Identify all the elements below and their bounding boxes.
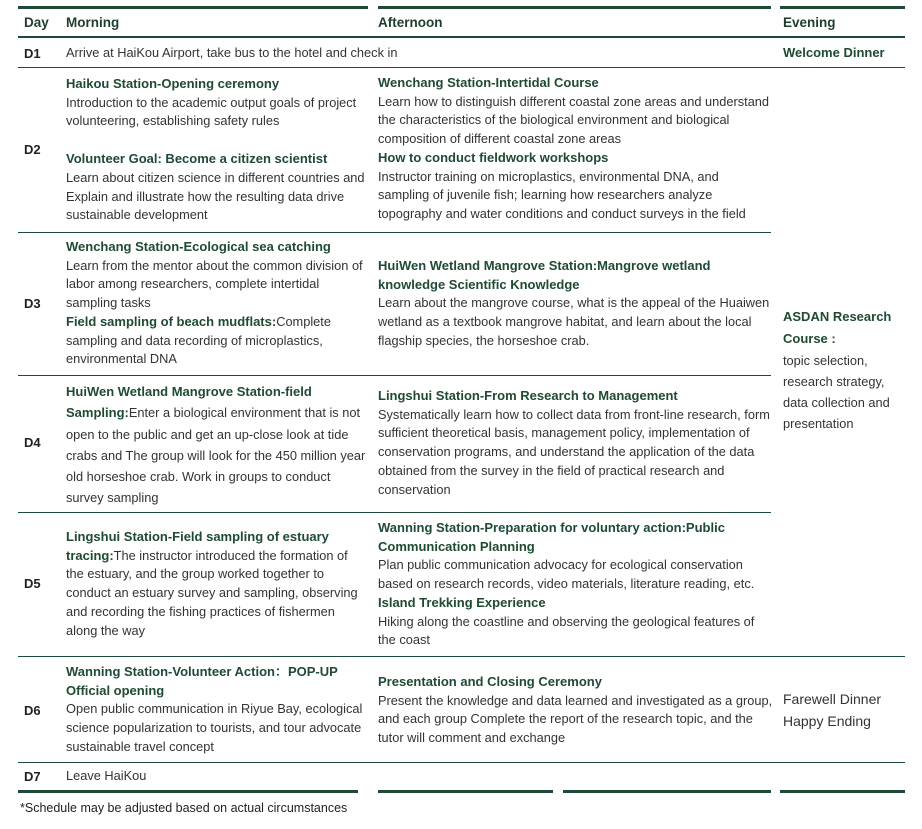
d5-morning xyxy=(66,528,362,640)
row-divider-d3 xyxy=(18,375,771,376)
d2-morning-title-1: Haikou Station-Opening ceremony xyxy=(66,76,280,91)
d2-morning-title-2: Volunteer Goal: Become a citizen scientist xyxy=(66,151,328,167)
d2-afternoon-text-1: Learn how to distinguish different coastal zone areas and understand the characteristics of the biological environment and biological composition of different coastal zone areas xyxy=(378,93,770,147)
row-divider-d2 xyxy=(18,232,771,233)
d6-evening-line-2: Happy Ending xyxy=(783,713,871,729)
d3-morning-title-1: Wenchang Station-Ecological sea catching xyxy=(66,239,331,254)
d2-morning xyxy=(66,75,366,225)
header-top-rule xyxy=(18,6,368,9)
d5-morning-title: Lingshui Station-Field sampling of estuary tracing: xyxy=(66,529,329,563)
d4-morning-title: HuiWen Wetland Mangrove Station-field Sampling: xyxy=(66,384,312,421)
table-bottom-rule-1 xyxy=(18,790,358,793)
d5-morning-text: The instructor introduced the formation of the estuary, and the group worked together to conduct an estuary survey and sampling, observing and recording the fishing practices of fishermen along the way xyxy=(66,547,358,638)
asdan-course-text: topic selection, research strategy, data collection and presentation xyxy=(783,353,890,431)
footnote: *Schedule may be adjusted based on actual circumstances xyxy=(20,801,348,815)
row-divider-d5 xyxy=(18,656,905,657)
d1-evening: Welcome Dinner xyxy=(783,45,885,60)
header-bottom-rule xyxy=(18,36,905,38)
d3-morning-text-2: Complete sampling and data recording of microplastics, environmental DNA xyxy=(66,313,331,367)
d6-morning xyxy=(66,663,366,757)
d3-afternoon xyxy=(378,257,774,351)
day-label-d2: D2 xyxy=(24,142,41,157)
d3-morning xyxy=(66,238,370,369)
day-label-d1: D1 xyxy=(24,46,41,61)
d6-afternoon xyxy=(378,673,774,748)
d5-afternoon xyxy=(378,519,770,650)
day-label-d4: D4 xyxy=(24,435,41,450)
header-top-rule-afternoon xyxy=(378,6,771,9)
day-label-d7: D7 xyxy=(24,769,41,784)
d7-morning: Leave HaiKou xyxy=(66,768,147,783)
header-morning: Morning xyxy=(66,15,120,30)
d6-afternoon-text: Present the knowledge and data learned and investigated as a group, and each group Complete the report of the research topic, and the tutor will comment and exchange xyxy=(378,692,773,746)
d6-morning-text: Open public communication in Riyue Bay, ecological science popularization to tourists, and tour advocate sustainable travel concept xyxy=(66,701,363,754)
table-bottom-rule-4 xyxy=(780,790,905,793)
day-label-d5: D5 xyxy=(24,576,41,591)
d6-afternoon-title: Presentation and Closing Ceremony xyxy=(378,674,602,689)
d5-afternoon-text-2: Hiking along the coastline and observing the geological features of the coast xyxy=(378,613,755,648)
d2-afternoon-title-2: How to conduct fieldwork workshops xyxy=(378,149,609,165)
d6-morning-title: Wanning Station-Volunteer Action：POP-UP Official opening xyxy=(66,664,338,698)
d2-afternoon-text-2: Instructor training on microplastics, environmental DNA, and sampling of juvenile fish; learning how researchers analyze topography and water conditions and conduct surveys in the field xyxy=(378,168,746,221)
d4-afternoon xyxy=(378,387,770,499)
d5-afternoon-title-1: Wanning Station-Preparation for voluntary action:Public Communication Planning xyxy=(378,520,725,554)
d4-morning-text: Enter a biological environment that is not open to the public and get an up-close look at tide crabs and The group will look for the 450 million year old horseshoe crab. Work in groups to conduct survey sampling xyxy=(66,405,366,506)
d4-morning xyxy=(66,381,368,509)
table-bottom-rule-2 xyxy=(378,790,553,793)
row-divider-d1 xyxy=(18,67,905,68)
d6-evening xyxy=(783,688,905,732)
d3-morning-text-1: Learn from the mentor about the common division of labor among researchers, complete intertidal sampling tasks xyxy=(66,257,363,311)
asdan-course xyxy=(783,306,905,434)
d3-morning-title-2: Field sampling of beach mudflats: xyxy=(66,313,277,329)
d2-afternoon xyxy=(378,74,770,224)
header-evening: Evening xyxy=(783,15,836,30)
asdan-course-title: ASDAN Research Course : xyxy=(783,309,892,346)
header-afternoon: Afternoon xyxy=(378,15,443,30)
d2-morning-text-2: Learn about citizen science in different countries and Explain and illustrate how the resulting data drive sustainable development xyxy=(66,169,365,223)
d2-morning-text-1: Introduction to the academic output goals of project volunteering, establishing safety rules xyxy=(66,94,357,129)
d5-afternoon-title-2: Island Trekking Experience xyxy=(378,594,546,610)
d6-evening-line-1: Farewell Dinner xyxy=(783,691,882,707)
d4-afternoon-title: Lingshui Station-From Research to Management xyxy=(378,388,678,403)
d1-morning: Arrive at HaiKou Airport, take bus to the hotel and check in xyxy=(66,45,398,60)
row-divider-d6 xyxy=(18,762,905,763)
day-label-d6: D6 xyxy=(24,703,41,718)
d4-afternoon-text: Systematically learn how to collect data from front-line research, form sufficient theoretical basis, management policy, implementation of conservation programs, and understand the application of the data obtained from the survey in the field of practical research and conservation xyxy=(378,406,770,497)
header-top-rule-evening xyxy=(780,6,905,9)
d2-afternoon-title-1: Wenchang Station-Intertidal Course xyxy=(378,75,599,90)
d3-afternoon-text: Learn about the mangrove course, what is the appeal of the Huaiwen wetland as a textbook mangrove habitat, and learn about the local flagship species, the horseshoe crab. xyxy=(378,295,770,348)
table-bottom-rule-3 xyxy=(563,790,771,793)
d5-afternoon-text-1: Plan public communication advocacy for ecological conservation based on research records, video materials, literature reading, etc. xyxy=(378,557,755,592)
d3-afternoon-title: HuiWen Wetland Mangrove Station:Mangrove wetland knowledge Scientific Knowledge xyxy=(378,258,711,292)
row-divider-d4 xyxy=(18,512,771,513)
header-day: Day xyxy=(24,15,49,30)
day-label-d3: D3 xyxy=(24,296,41,311)
